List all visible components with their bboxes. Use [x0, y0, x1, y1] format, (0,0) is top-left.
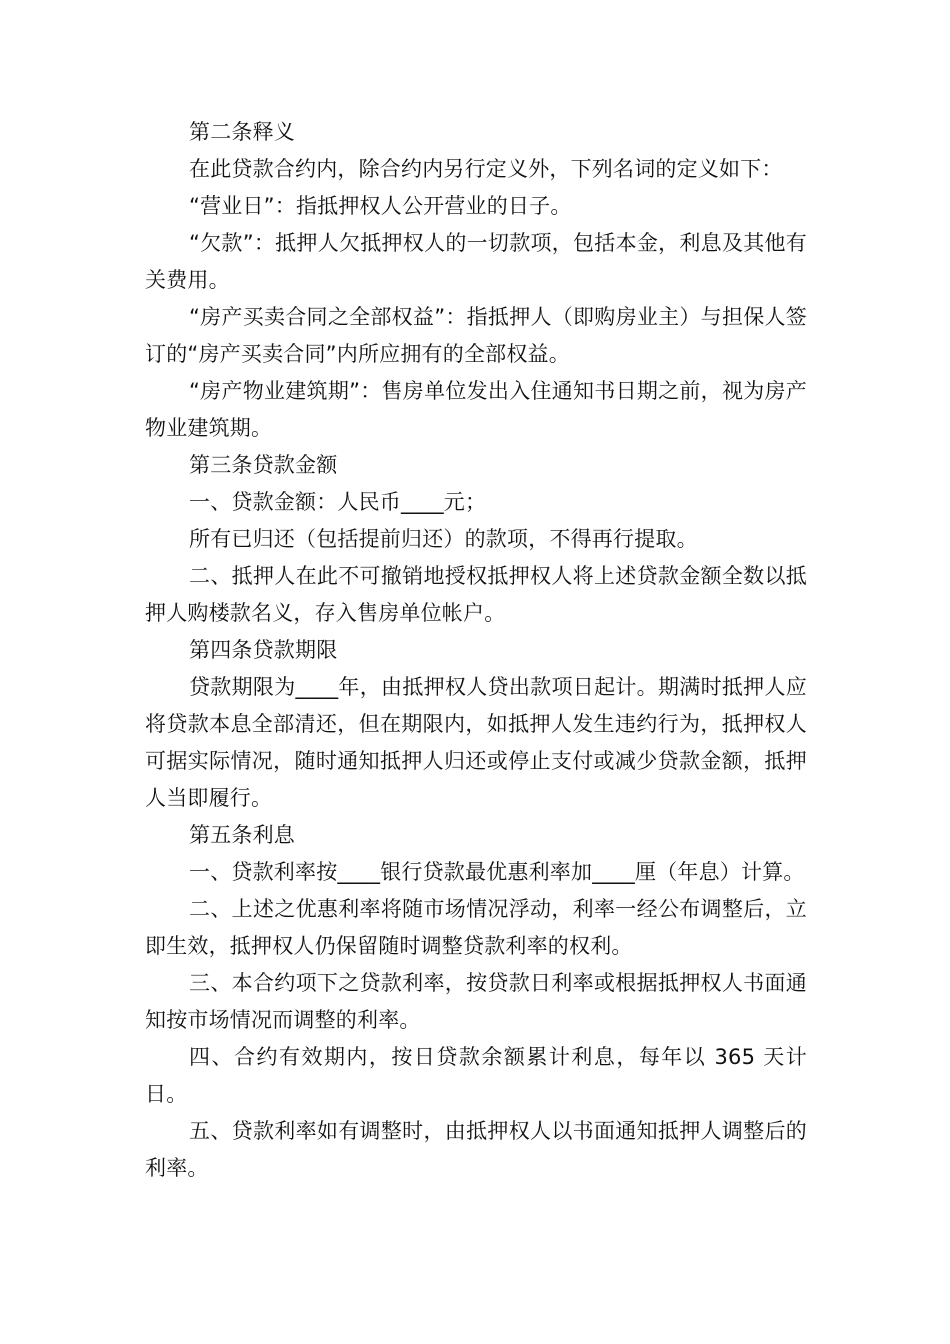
paragraph-definitions-intro: 在此贷款合约内，除合约内另行定义外，下列名词的定义如下： — [189, 157, 783, 181]
paragraph-rate-adjustment-notice: 五、贷款利率如有调整时，由抵押权人以书面通知抵押人调整后的利率。 — [145, 1119, 807, 1180]
section-heading-article-2: 第二条释义 — [189, 120, 295, 144]
paragraph-contract-rate: 三、本合约项下之贷款利率，按贷款日利率或根据抵押权人书面通知按市场情况而调整的利率。 — [145, 971, 807, 1032]
section-heading-article-3: 第三条贷款金额 — [189, 453, 338, 477]
paragraph-loan-amount: 一、贷款金额：人民币____元； — [189, 490, 487, 514]
paragraph-daily-interest: 四、合约有效期内，按日贷款余额累计利息，每年以 365 天计日。 — [145, 1045, 807, 1106]
paragraph-floating-rate: 二、上述之优惠利率将随市场情况浮动，利率一经公布调整后，立即生效，抵押权人仍保留随时调整贷款利率的权利。 — [145, 897, 807, 958]
document-body — [145, 114, 807, 1187]
paragraph-authorization: 二、抵押人在此不可撤销地授权抵押权人将上述贷款金额全数以抵押人购楼款名义，存入售房单位帐户。 — [145, 564, 807, 625]
paragraph-construction-period: “房产物业建筑期”：售房单位发出入住通知书日期之前，视为房产物业建筑期。 — [145, 379, 807, 440]
paragraph-arrears: “欠款”：抵押人欠抵押权人的一切款项，包括本金，利息及其他有关费用。 — [145, 231, 807, 292]
paragraph-no-redraw: 所有已归还（包括提前归还）的款项，不得再行提取。 — [189, 527, 698, 551]
paragraph-interest-rate: 一、贷款利率按____银行贷款最优惠利率加____厘（年息）计算。 — [189, 860, 805, 884]
paragraph-business-day: “营业日”：指抵押权人公开营业的日子。 — [189, 194, 572, 218]
section-heading-article-4: 第四条贷款期限 — [189, 638, 338, 662]
section-heading-article-5: 第五条利息 — [189, 823, 295, 847]
paragraph-sale-contract-rights: “房产买卖合同之全部权益”：指抵押人（即购房业主）与担保人签订的“房产买卖合同”内所应拥有的全部权益。 — [145, 305, 807, 366]
paragraph-loan-term: 贷款期限为____年，由抵押权人贷出款项日起计。期满时抵押人应将贷款本息全部清还，但在期限内，如抵押人发生违约行为，抵押权人可据实际情况，随时通知抵押人归还或停止支付或减少贷款金额，抵押人当即履行。 — [145, 675, 807, 810]
